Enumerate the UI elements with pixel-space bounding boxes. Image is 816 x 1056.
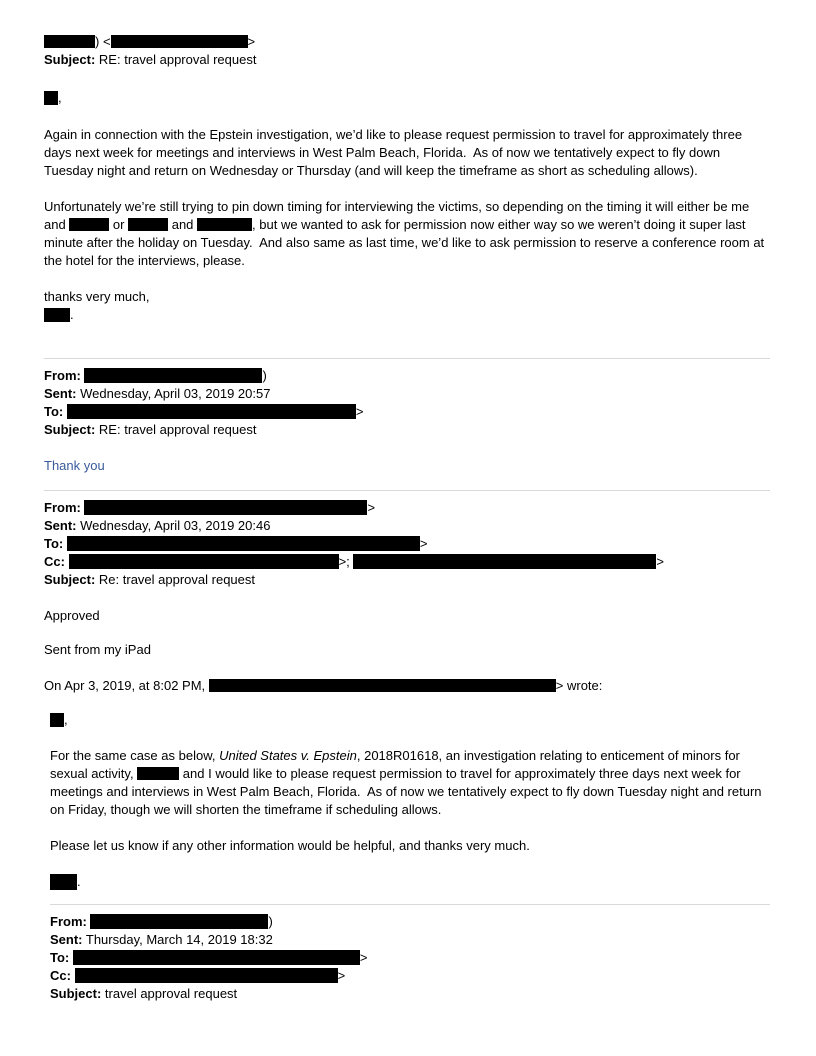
subject-value: Re: travel approval request bbox=[98, 572, 256, 587]
quote-intro-text: On Apr 3, 2019, at 8:02 PM, bbox=[44, 678, 209, 693]
body-paragraph: Again in connection with the Epstein investigation, we’d like to please request permission to travel for approximately three days next week for meetings and interviews in West Palm Beach, Florida. As of now we tentatively expect to fly down Tuesday night and return on Wednesday or Thursday (and will keep the timeframe as short as scheduling allows). bbox=[44, 127, 743, 178]
sent-line bbox=[44, 517, 770, 535]
redaction-bar bbox=[50, 713, 64, 727]
sent-value: Thursday, March 14, 2019 18:32 bbox=[85, 932, 273, 947]
from-label: From: bbox=[50, 914, 87, 929]
from-line bbox=[44, 499, 770, 517]
from-line bbox=[50, 913, 770, 931]
thread-header-2 bbox=[44, 499, 770, 589]
to-suffix: > bbox=[359, 950, 368, 965]
subject-value: travel approval request bbox=[104, 986, 238, 1001]
redaction-bar bbox=[67, 536, 420, 551]
device-signature: Sent from my iPad bbox=[44, 642, 151, 657]
cc-line bbox=[44, 553, 770, 571]
thread-divider bbox=[44, 490, 770, 491]
signature-line bbox=[50, 873, 770, 891]
from-suffix: ) bbox=[262, 368, 267, 383]
cc-separator: >; bbox=[338, 554, 350, 569]
paragraph-text: and bbox=[168, 217, 198, 232]
subject-line bbox=[50, 985, 770, 1003]
redaction-bar bbox=[67, 404, 356, 419]
paragraph-text: or bbox=[109, 217, 129, 232]
approval-message: Approved bbox=[44, 608, 100, 623]
thread-header-1 bbox=[44, 367, 770, 439]
redaction-bar bbox=[50, 874, 77, 890]
cc-suffix: > bbox=[656, 554, 665, 569]
paragraph-text: For the same case as below, bbox=[50, 748, 220, 763]
cc-suffix: > bbox=[337, 968, 346, 983]
to-line bbox=[50, 949, 770, 967]
to-label: To: bbox=[44, 536, 64, 551]
cc-line bbox=[50, 967, 770, 985]
redaction-bar bbox=[44, 91, 58, 105]
paragraph-text: , but we wanted to ask for permission now either way so we weren’t doing it super last minute after the holiday on Tuesday. And also same as last time, we’d like to ask permission to reserve a conference room at the hotel for the interviews, please. bbox=[44, 217, 765, 268]
subject-label: Subject: bbox=[44, 52, 96, 67]
redaction-bar bbox=[209, 679, 556, 692]
signature-period: . bbox=[77, 874, 81, 889]
to-suffix: > bbox=[419, 536, 428, 551]
paragraph-text: and I would like to please request permission to travel for approximately three days next week for meetings and interviews in West Palm Beach, Florida. As of now we tentatively expect to fly down Tuesday night and return on Friday, though we will shorten the timeframe if scheduling allows. bbox=[50, 766, 762, 817]
to-line bbox=[44, 535, 770, 553]
sent-value: Wednesday, April 03, 2019 20:46 bbox=[80, 518, 271, 533]
cc-label: Cc: bbox=[50, 968, 71, 983]
redaction-bar bbox=[111, 35, 248, 48]
subject-label: Subject: bbox=[44, 572, 96, 587]
thank-you-message: Thank you bbox=[44, 458, 105, 473]
to-label: To: bbox=[44, 404, 64, 419]
greeting-comma: , bbox=[58, 90, 62, 105]
header-fragment-text: ) < bbox=[95, 34, 111, 49]
subject-label: Subject: bbox=[50, 986, 102, 1001]
subject-value: RE: travel approval request bbox=[98, 52, 257, 67]
closing-line: thanks very much, bbox=[44, 289, 150, 304]
redaction-bar bbox=[84, 368, 262, 383]
from-suffix: > bbox=[367, 500, 376, 515]
redaction-bar bbox=[137, 767, 179, 780]
thread-divider bbox=[50, 904, 770, 905]
sent-label: Sent: bbox=[44, 518, 77, 533]
subject-label: Subject: bbox=[44, 422, 96, 437]
from-label: From: bbox=[44, 500, 81, 515]
greeting-line bbox=[50, 711, 770, 729]
redaction-bar bbox=[69, 554, 339, 569]
redaction-bar bbox=[75, 968, 338, 983]
quote-intro-line bbox=[44, 677, 770, 695]
greeting-line bbox=[44, 89, 770, 107]
thread-divider bbox=[44, 358, 770, 359]
redaction-bar bbox=[128, 218, 168, 231]
redaction-bar bbox=[90, 914, 268, 929]
subject-line bbox=[44, 571, 770, 589]
from-label: From: bbox=[44, 368, 81, 383]
redaction-bar bbox=[84, 500, 367, 515]
redaction-bar bbox=[44, 35, 95, 48]
redaction-bar bbox=[73, 950, 360, 965]
sent-label: Sent: bbox=[44, 386, 77, 401]
redaction-bar bbox=[197, 218, 252, 231]
to-line bbox=[44, 403, 770, 421]
signature-line bbox=[44, 306, 770, 324]
cc-label: Cc: bbox=[44, 554, 65, 569]
quoted-email bbox=[50, 711, 770, 1003]
subject-line bbox=[44, 51, 770, 69]
redaction-bar bbox=[353, 554, 656, 569]
sent-line bbox=[50, 931, 770, 949]
paragraph-text: Unfortunately we’re still trying to pin down timing for interviewing the victims, so depending on the timing it will either be me and bbox=[44, 199, 750, 232]
subject-value: RE: travel approval request bbox=[98, 422, 257, 437]
sent-line bbox=[44, 385, 770, 403]
to-suffix: > bbox=[355, 404, 364, 419]
body-paragraph: Please let us know if any other information would be helpful, and thanks very much. bbox=[50, 838, 530, 853]
subject-line bbox=[44, 421, 770, 439]
paragraph-text: , 2018R01618, an investigation relating to enticement of minors for sexual activity, bbox=[50, 748, 740, 781]
truncated-header-line bbox=[44, 33, 770, 51]
thread-header-3 bbox=[50, 913, 770, 1003]
redaction-bar bbox=[44, 308, 70, 322]
redaction-bar bbox=[69, 218, 109, 231]
signature-period: . bbox=[70, 307, 74, 322]
body-paragraph bbox=[44, 198, 770, 270]
quote-intro-text: > wrote: bbox=[555, 678, 603, 693]
body-paragraph bbox=[50, 747, 770, 819]
header-fragment-text: > bbox=[247, 34, 256, 49]
from-line bbox=[44, 367, 770, 385]
from-suffix: ) bbox=[268, 914, 273, 929]
to-label: To: bbox=[50, 950, 70, 965]
sent-label: Sent: bbox=[50, 932, 83, 947]
case-name-italic: United States v. Epstein bbox=[219, 748, 357, 763]
greeting-comma: , bbox=[64, 712, 68, 727]
sent-value: Wednesday, April 03, 2019 20:57 bbox=[80, 386, 271, 401]
